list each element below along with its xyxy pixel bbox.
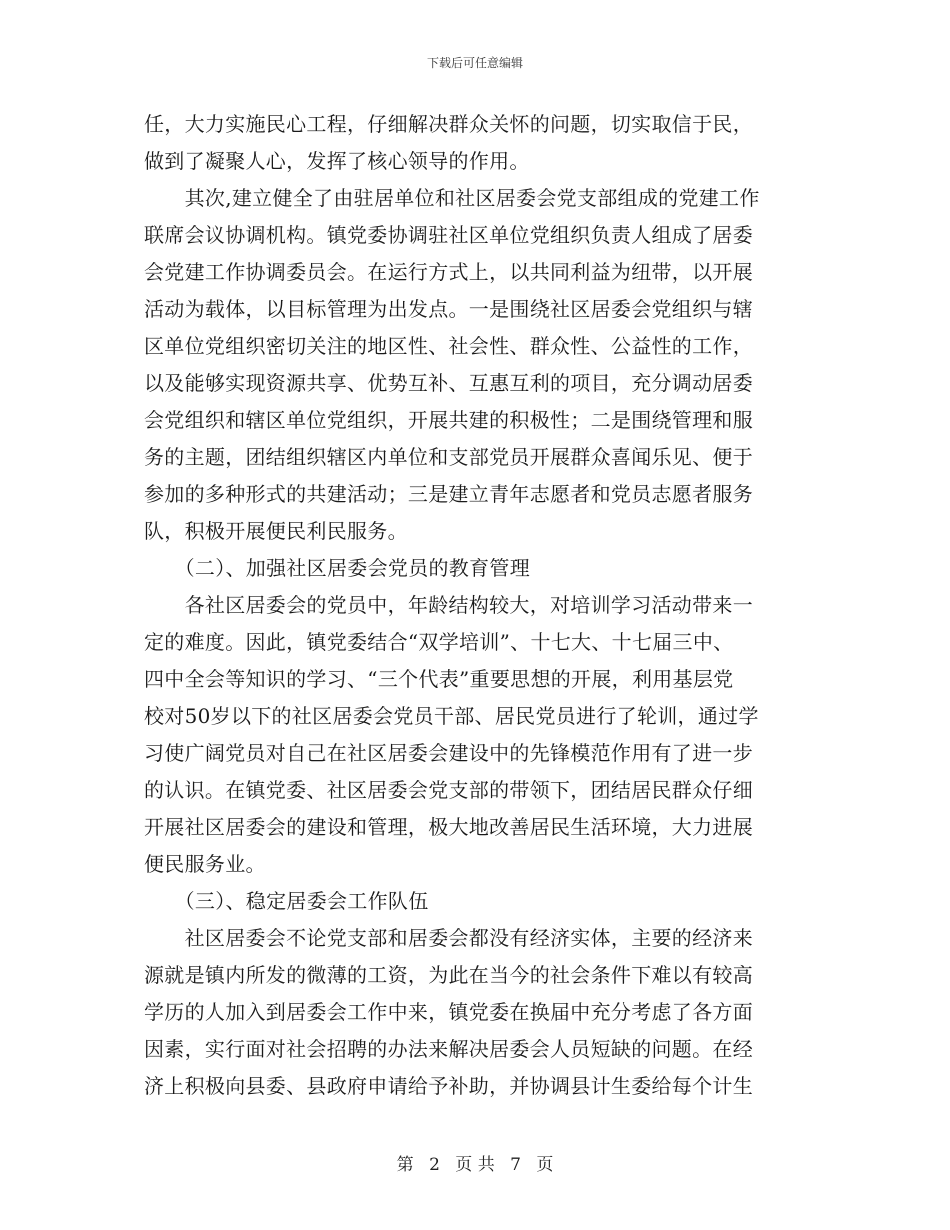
text-line: 开展社区居委会的建设和管理，极大地改善居民生活环境，大力进展	[144, 815, 753, 839]
text-line: 会党建工作协调委员会。在运行方式上，以共同利益为纽带，以开展	[144, 260, 753, 284]
footer-middle: 页 共	[455, 1155, 495, 1175]
text-line: 济上积极向县委、县政府申请给予补助，并协调县计生委给每个计生	[144, 1074, 753, 1098]
text-line: 做到了凝聚人心，发挥了核心领导的作用。	[144, 149, 530, 173]
text-line: 联席会议协调机构。镇党委协调驻社区单位党组织负责人组成了居委	[144, 223, 753, 247]
footer-suffix: 页	[536, 1155, 554, 1175]
text-line: 四中全会等知识的学习、“三个代表”重要思想的开展，利用基层党	[144, 667, 734, 691]
text-line: 活动为载体，以目标管理为出发点。一是围绕社区居委会党组织与辖	[144, 297, 753, 321]
text-line: 其次,建立健全了由驻居单位和社区居委会党支部组成的党建工作	[144, 186, 760, 210]
page-number: 2	[429, 1155, 440, 1175]
text-line: 因素，实行面对社会招聘的办法来解决居委会人员短缺的问题。在经	[144, 1037, 753, 1061]
text-line: 会党组织和辖区单位党组织，开展共建的积极性；二是围绕管理和服	[144, 408, 753, 432]
text-line: 任，大力实施民心工程，仔细解决群众关怀的问题，切实取信于民，	[144, 112, 753, 136]
total-pages: 7	[510, 1155, 521, 1175]
text-line: 定的难度。因此，镇党委结合“双学培训”、十七大、十七届三中、	[144, 630, 734, 654]
footer-prefix: 第	[396, 1155, 414, 1175]
text-line: 社区居委会不论党支部和居委会都没有经济实体，主要的经济来	[144, 926, 753, 950]
text-line: 参加的多种形式的共建活动；三是建立青年志愿者和党员志愿者服务	[144, 482, 753, 506]
text-line: 各社区居委会的党员中，年龄结构较大，对培训学习活动带来一	[144, 593, 753, 617]
document-body	[144, 106, 809, 1105]
section-heading: （二）、加强社区居委会党员的教育管理	[144, 556, 530, 580]
text-line: 以及能够实现资源共享、优势互补、互惠互利的项目，充分调动居委	[144, 371, 753, 395]
text-line: 学历的人加入到居委会工作中来，镇党委在换届中充分考虑了各方面	[144, 1000, 753, 1024]
text-line: 队，积极开展便民利民服务。	[144, 519, 408, 543]
header-note: 下载后可任意编辑	[426, 56, 523, 70]
page-footer	[0, 1150, 950, 1175]
text-line: 务的主题，团结组织辖区内单位和支部党员开展群众喜闻乐见、便于	[144, 445, 753, 469]
text-line: 的认识。在镇党委、社区居委会党支部的带领下，团结居民群众仔细	[144, 778, 753, 802]
text-line: 习使广阔党员对自己在社区居委会建设中的先锋模范作用有了进一步	[144, 741, 753, 765]
text-line: 源就是镇内所发的微薄的工资，为此在当今的社会条件下难以有较高	[144, 963, 753, 987]
section-heading: （三）、稳定居委会工作队伍	[144, 889, 429, 913]
text-line: 区单位党组织密切关注的地区性、社会性、群众性、公益性的工作，	[144, 334, 753, 358]
text-line: 校对50岁以下的社区居委会党员干部、居民党员进行了轮训，通过学	[144, 704, 759, 728]
text-line: 便民服务业。	[144, 852, 266, 876]
